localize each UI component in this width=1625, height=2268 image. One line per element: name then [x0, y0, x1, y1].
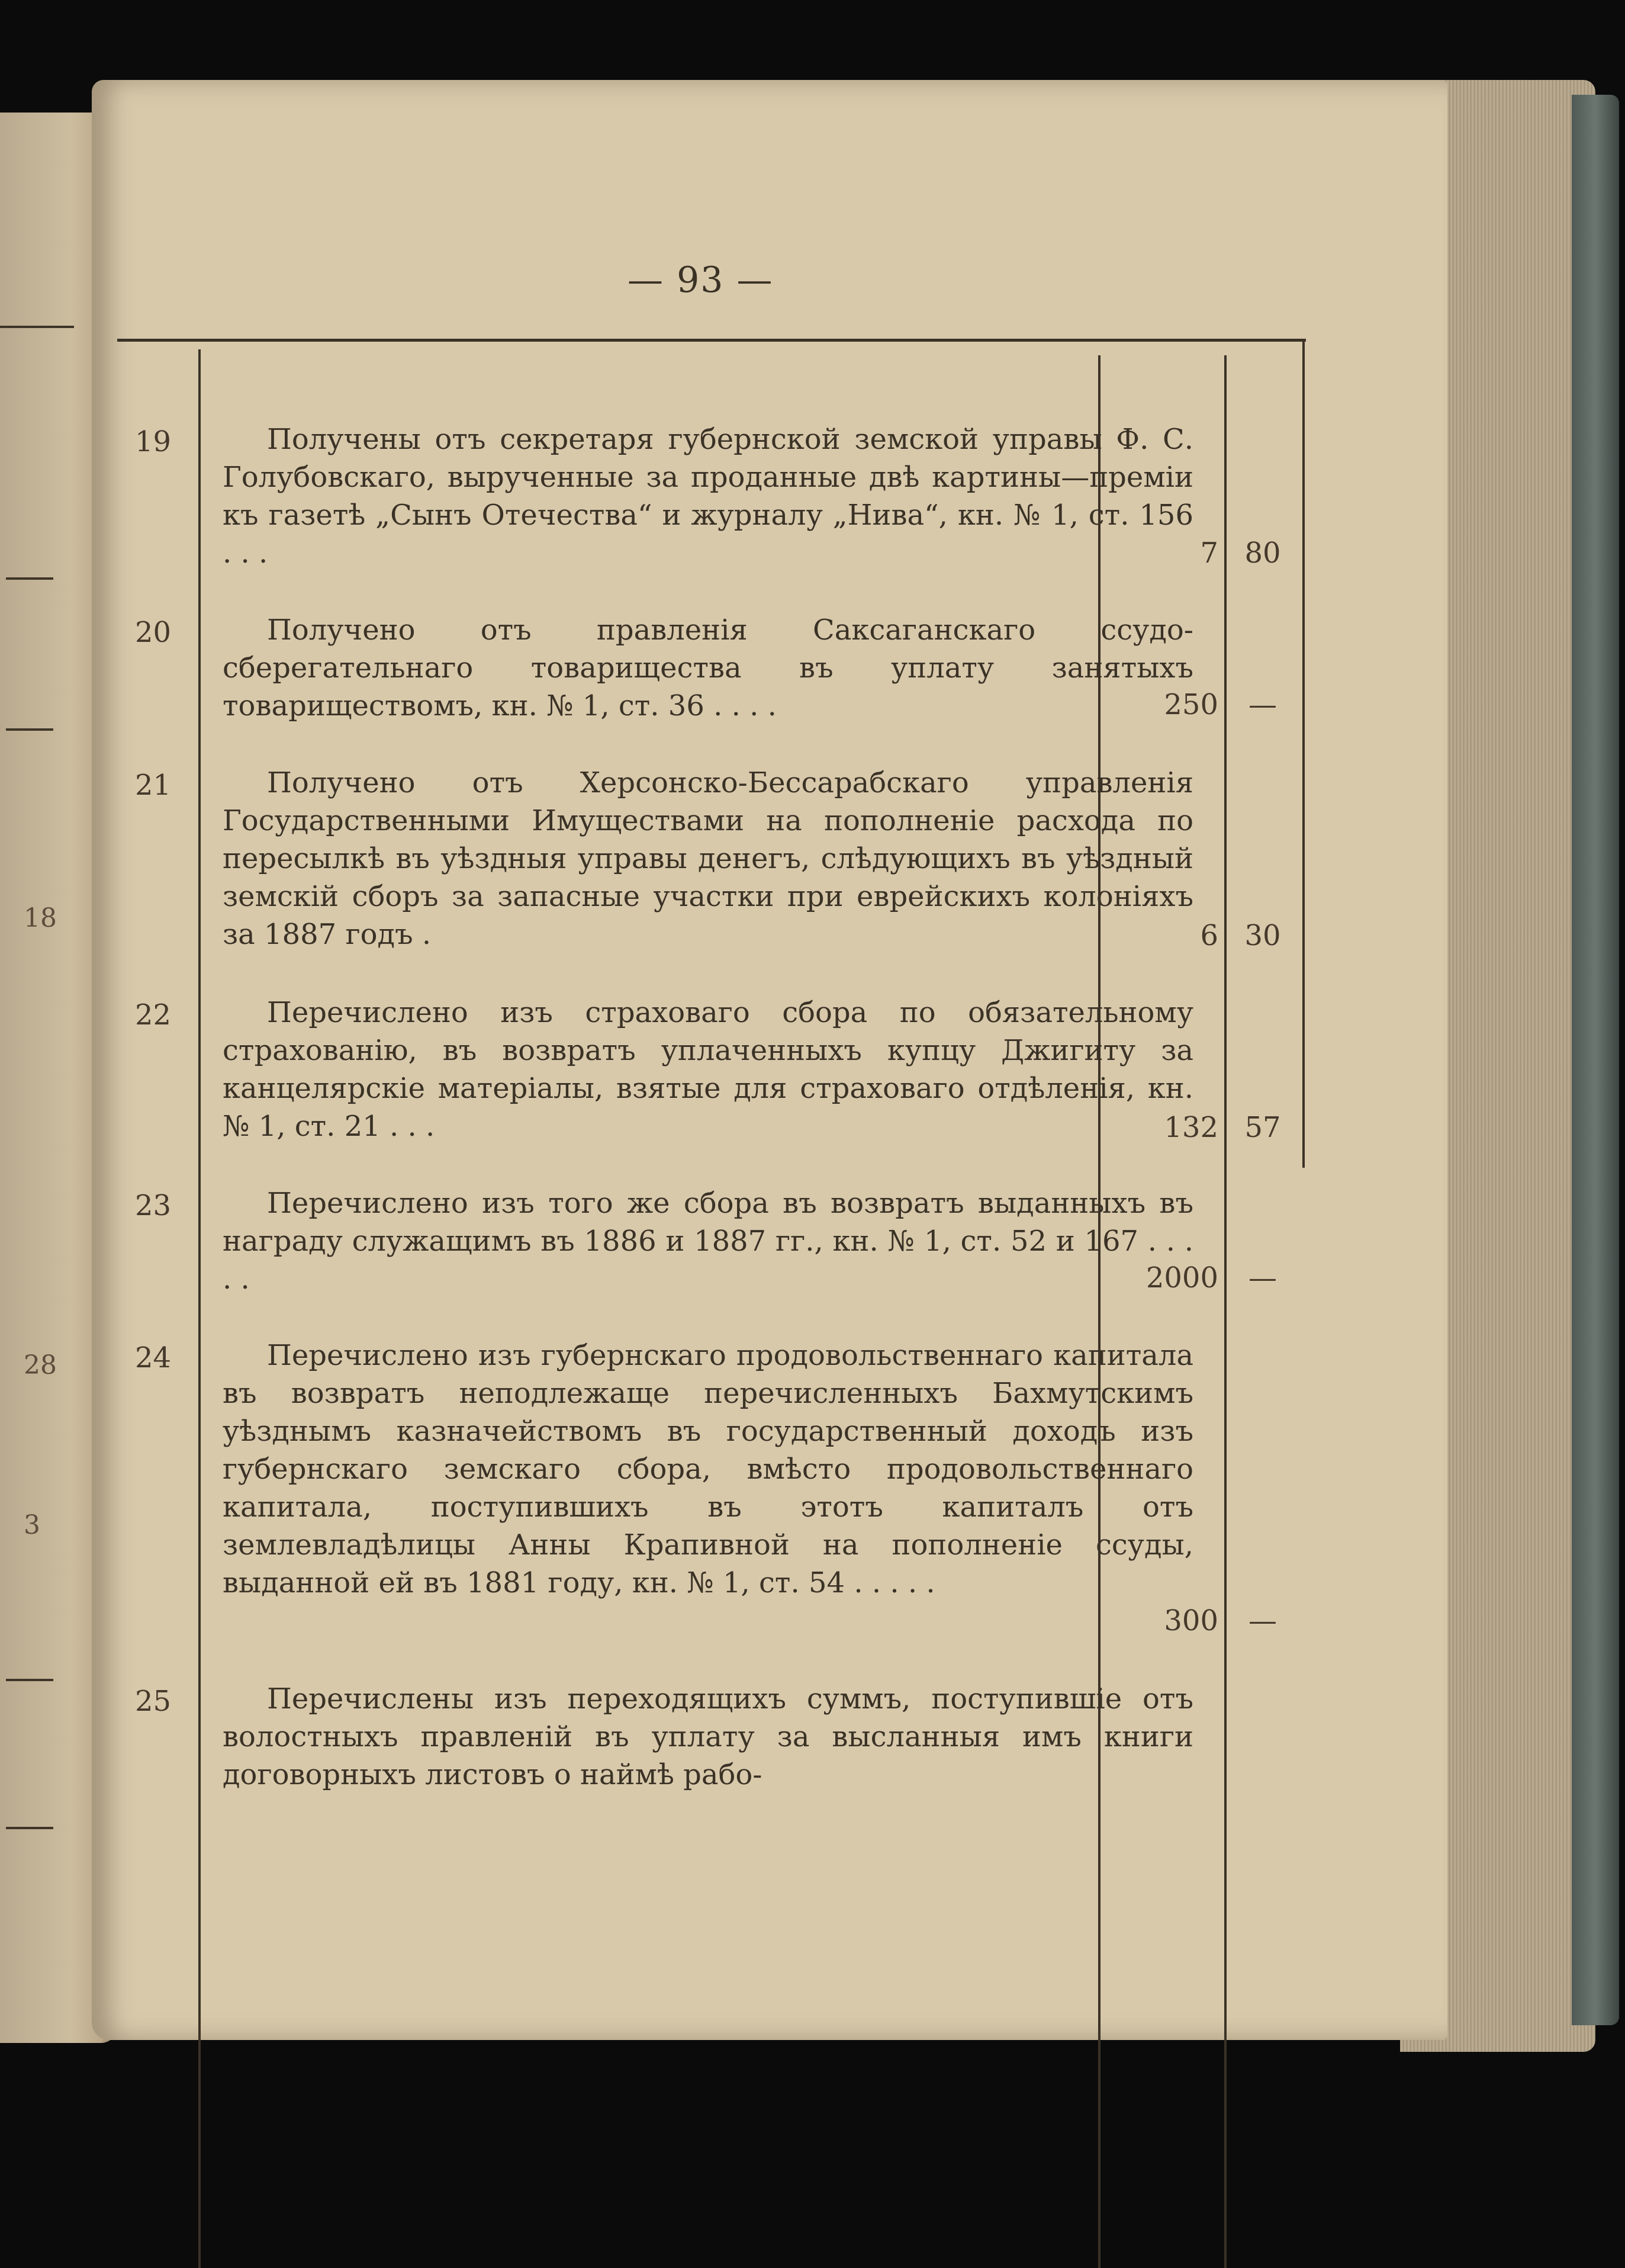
left-page-number: 28	[24, 1350, 57, 1380]
row-text: Перечислено изъ страховаго сбора по обязательному страхованію, въ возвратъ уплаченныхъ купцу Джигиту за канцелярскіе матеріалы, взятые для страховаго отдѣленія, кн. № 1, ст. 21 . . .	[223, 996, 1193, 1143]
row-text: Перечислены изъ переходящихъ суммъ, поступившіе отъ волостныхъ правленій въ уплату за высланныя имъ книги договорныхъ листовъ о наймѣ рабо-	[223, 1682, 1193, 1791]
row-number: 25	[135, 1685, 172, 1718]
column-divider	[1224, 355, 1227, 2268]
row-number: 23	[135, 1189, 172, 1222]
amount-kopecks: —	[1248, 688, 1277, 721]
amount-kopecks: —	[1248, 1604, 1277, 1637]
left-page-number: 3	[24, 1510, 40, 1540]
row-number: 22	[135, 998, 172, 1032]
row-number: 21	[135, 769, 172, 802]
row-number: 20	[135, 616, 172, 649]
row-text: Перечислено изъ того же сбора въ возвратъ выданныхъ въ награду служащимъ въ 1886 и 1887 гг., кн. № 1, ст. 52 и 167 . . . . .	[223, 1187, 1193, 1296]
row-text: Перечислено изъ губернскаго продовольственнаго капитала въ возвратъ неподлежаще перечисленныхъ Бахмутскимъ уѣзднымъ казначействомъ въ государственный доходъ изъ губернскаго земскаго сбора, вмѣсто продовольственнаго капитала, поступившихъ въ этотъ капиталъ отъ землевладѣлицы Анны Крапивной на пополненіе ссуды, выданной ей въ 1881 году, кн. № 1, ст. 54 . . . . .	[223, 1339, 1193, 1599]
row-text: Получено отъ правленія Саксаганскаго ссудо-сберегательнаго товарищества въ уплату занятыхъ товариществомъ, кн. № 1, ст. 36 . . . .	[223, 613, 1193, 722]
amount-rubles: 2000	[1145, 1261, 1218, 1294]
amount-kopecks: 80	[1244, 537, 1281, 570]
book-cover-edge	[1572, 95, 1619, 2025]
left-page-dash	[6, 1679, 53, 1681]
amount-kopecks: —	[1248, 1261, 1277, 1294]
left-page-rule	[0, 326, 74, 328]
row-number: 19	[135, 425, 172, 458]
amount-kopecks: 30	[1244, 919, 1281, 952]
amount-rubles: 7	[1200, 537, 1218, 570]
amount-rubles: 250	[1164, 688, 1218, 721]
column-divider	[198, 349, 201, 2268]
amount-rubles: 132	[1164, 1111, 1218, 1144]
left-page-dash	[6, 1827, 53, 1829]
left-page-dash	[6, 577, 53, 580]
amount-rubles: 6	[1200, 919, 1218, 952]
column-divider	[1302, 339, 1305, 1168]
left-page-dash	[6, 728, 53, 731]
left-page-number: 18	[24, 903, 57, 933]
amount-kopecks: 57	[1244, 1111, 1281, 1144]
row-number: 24	[135, 1341, 172, 1374]
row-text: Получены отъ секретаря губернской земской управы Ф. С. Голубовскаго, вырученные за проданные двѣ картины—преміи къ газетѣ „Сынъ Отечества“ и журналу „Нива“, кн. № 1, ст. 156 . . .	[223, 423, 1193, 570]
page-number: — 93 —	[628, 259, 774, 301]
amount-rubles: 300	[1164, 1604, 1218, 1637]
row-text: Получено отъ Херсонско-Бессарабскаго управленія Государственными Имуществами на пополненіе расхода по пересылкѣ въ уѣздныя управы денегъ, слѣдующихъ въ уѣздный земскій сборъ за запасные участки при еврейскихъ колоніяхъ за 1887 годъ .	[223, 766, 1193, 951]
